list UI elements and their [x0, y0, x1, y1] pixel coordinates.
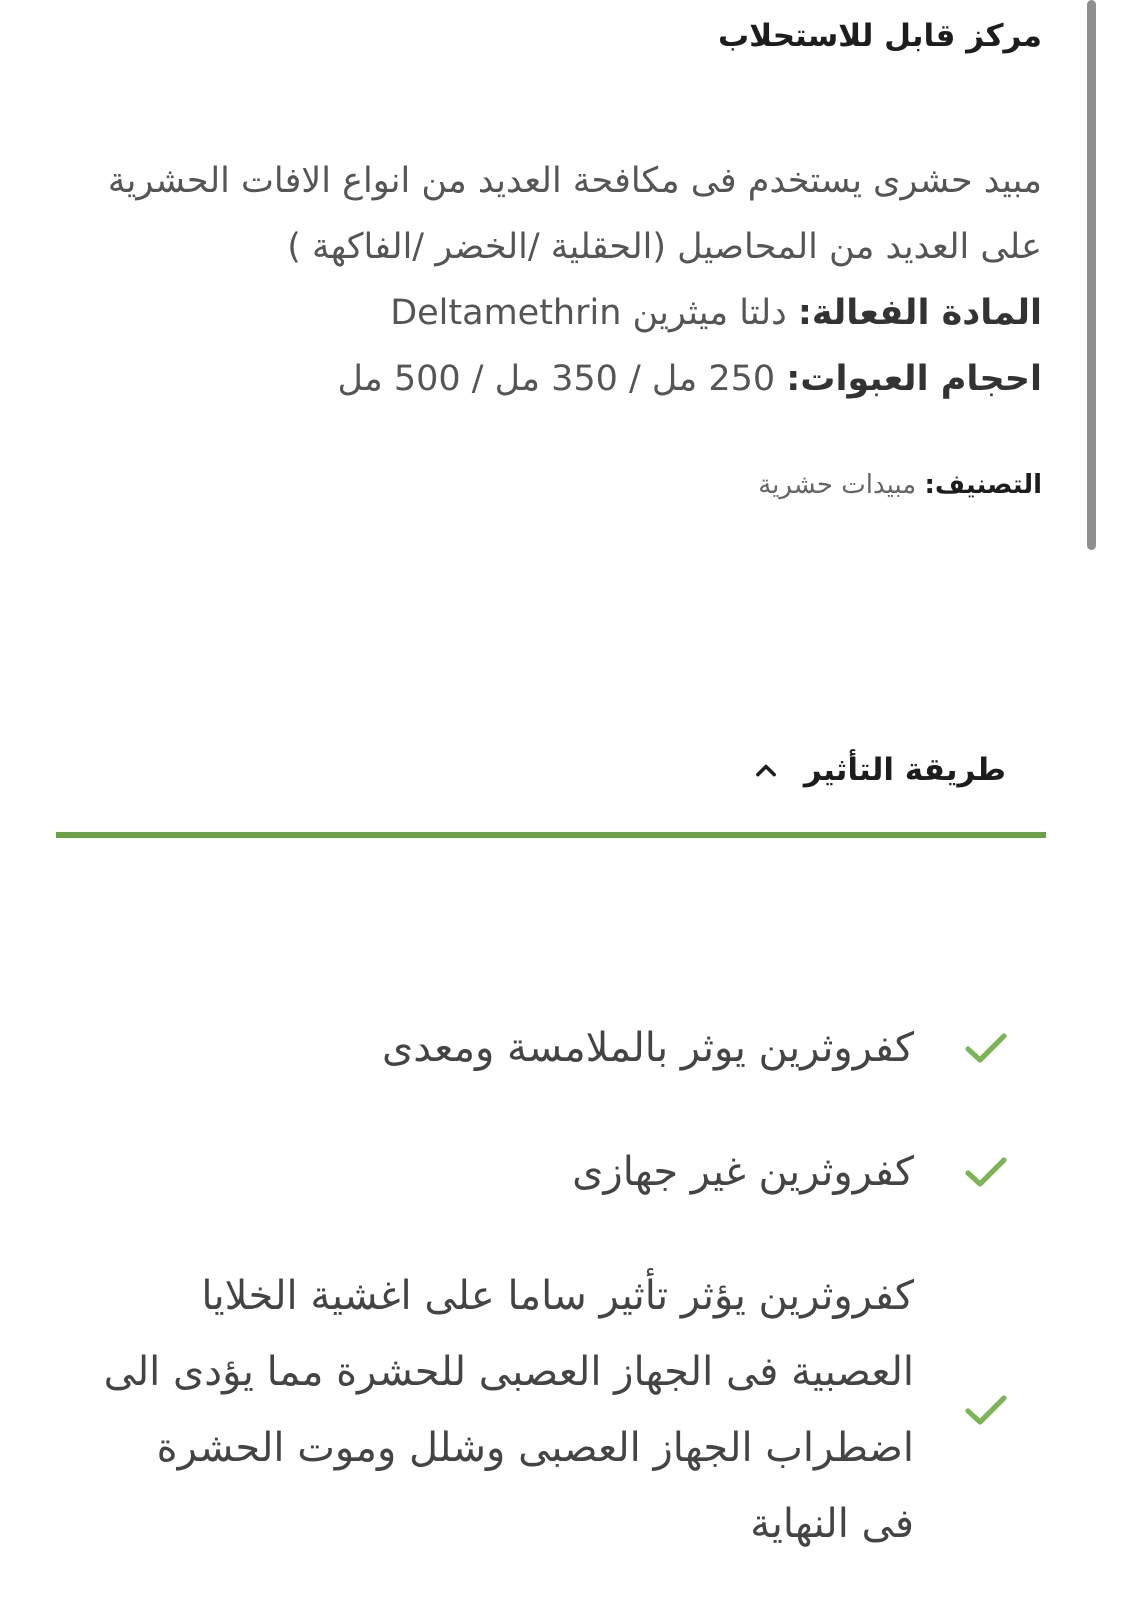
checkmark-icon: [962, 1024, 1010, 1072]
tab-label: طريقة التأثير: [803, 752, 1006, 788]
list-item-text: كفروثرين يوثر بالملامسة ومعدى: [382, 1025, 914, 1071]
package-sizes-value: 250 مل / 350 مل / 500 مل: [337, 359, 776, 399]
active-ingredient-value: دلتا ميثرين Deltamethrin: [390, 293, 787, 333]
list-item-text: كفروثرين يؤثر تأثير ساما على اغشية الخلايا العصبية فى الجهاز العصبى للحشرة مما يؤدى الى اضطراب الجهاز العصبى وشلل وموت الحشرة فى النهاية: [103, 1273, 914, 1547]
category-line: [758, 470, 1042, 500]
active-ingredient-line: [62, 280, 1042, 346]
chevron-up-icon: [752, 756, 780, 784]
active-ingredient-label: المادة الفعالة:: [797, 293, 1042, 333]
tab-mode-of-action[interactable]: [752, 740, 1006, 800]
active-tab-indicator: [56, 832, 1046, 838]
mode-of-action-list: [60, 1010, 1010, 1600]
category-value[interactable]: مبيدات حشرية: [758, 470, 917, 500]
checkmark-icon: [962, 1386, 1010, 1434]
list-item: [60, 1010, 1010, 1086]
list-item: [60, 1258, 1010, 1562]
formulation-heading: مركز قابل للاستحلاب: [718, 18, 1042, 54]
list-item-text: كفروثرين غير جهازى: [572, 1149, 914, 1195]
category-label: التصنيف:: [924, 470, 1042, 500]
list-item: [60, 1134, 1010, 1210]
package-sizes-label: احجام العبوات:: [786, 359, 1042, 399]
product-description: مبيد حشرى يستخدم فى مكافحة العديد من انواع الافات الحشرية على العديد من المحاصيل (الحقلية /الخضر /الفاكهة ): [107, 161, 1042, 267]
product-description-block: [62, 148, 1042, 412]
package-sizes-line: [62, 346, 1042, 412]
scrollbar[interactable]: [1087, 0, 1096, 550]
checkmark-icon: [962, 1148, 1010, 1196]
